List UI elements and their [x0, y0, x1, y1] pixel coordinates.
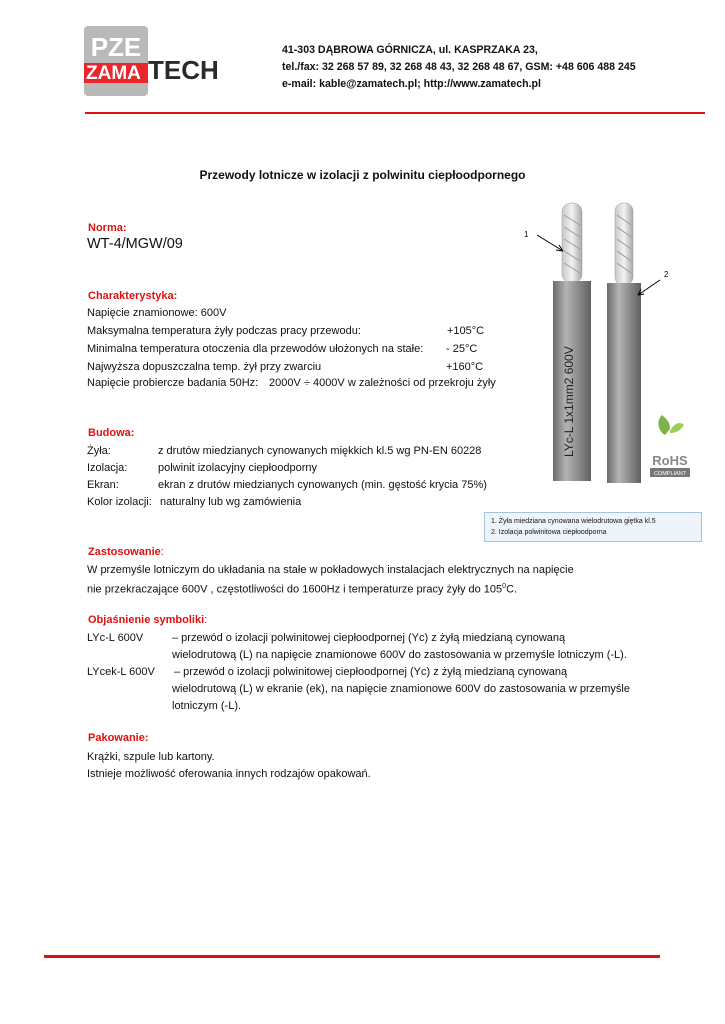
symbol-desc-lyc-1: – przewód o izolacji polwinitowej ciepłoodpornej (Yc) z żyłą miedzianą cynowaną: [172, 632, 566, 644]
symbol-desc-lycek-1: – przewód o izolacji polwinitowej ciepłoodpornej (Yc) z żyłą miedzianą cynowaną: [174, 666, 568, 678]
legend-item-2: 2. Izolacja polwinitowa ciepłoodporna: [491, 529, 607, 536]
rohs-text: RoHS: [652, 453, 688, 468]
contact-address: 41-303 DĄBROWA GÓRNICZA, ul. KASPRZAKA 23,: [282, 44, 538, 56]
symbol-desc-lycek-2: wielodrutową (L) w ekranie (ek), na napięcie znamionowe 600V do zastosowania w przemyśle: [172, 683, 630, 695]
page-title: Przewody lotnicze w izolacji z polwinitu ciepłoodpornego: [199, 168, 526, 182]
symbolika-colon: :: [204, 614, 208, 626]
spec-min-temp-label: Minimalna temperatura otoczenia dla przewodów ułożonych na stałe:: [87, 343, 424, 355]
degree-superscript: 0: [502, 583, 507, 590]
spec-test-voltage-value: 2000V ÷ 4000V w zależności od przekroju żyły: [269, 377, 496, 389]
spec-short-temp-label: Najwyższa dopuszczalna temp. żył przy zwarciu: [87, 361, 322, 373]
callout-label-1: 1: [524, 230, 529, 239]
budowa-value-zyla: z drutów miedzianych cynowanych miękkich kl.5 wg PN-EN 60228: [158, 445, 482, 457]
footer-divider: [44, 955, 660, 958]
copper-strands-left: [562, 203, 582, 283]
rohs-badge: [650, 415, 690, 477]
logo-brand-right: TECH: [148, 55, 219, 85]
budowa-key-zyla: Żyła:: [87, 445, 111, 457]
budowa-key-kolor: Kolor izolacji:: [87, 496, 152, 508]
symbolika-label: Objaśnienie symboliki: [88, 614, 205, 626]
figure-legend: [484, 512, 702, 542]
zastosowanie-line2: [87, 578, 517, 599]
cable-figure: [520, 195, 700, 495]
spec-max-temp-value: +105°C: [447, 325, 485, 337]
zastosowanie-label: Zastosowanie: [88, 546, 161, 558]
zastosowanie-colon: :: [160, 546, 164, 558]
contact-phones: tel./fax: 32 268 57 89, 32 268 48 43, 32 268 48 67, GSM: +48 606 488 245: [282, 61, 636, 73]
logo-top-text: PZE: [90, 32, 142, 62]
symbol-code-lyc: LYc-L 600V: [87, 632, 144, 644]
zastosowanie-line2-post: C.: [506, 583, 518, 596]
cable-right: [607, 203, 641, 483]
symbol-desc-lycek-3: lotniczym (-L).: [172, 700, 242, 712]
insulation-right: [607, 283, 641, 483]
zastosowanie-line2-pre: nie przekraczające 600V , częstotliwości do 1600Hz i temperaturze pracy żyły do 105: [87, 583, 503, 596]
pakowanie-line2: Istnieje możliwość oferowania innych rodzajów opakowań.: [87, 768, 371, 780]
budowa-key-ekran: Ekran:: [87, 479, 119, 491]
rohs-sub-text: COMPLIANT: [653, 471, 687, 477]
company-logo: [84, 26, 250, 96]
budowa-label: Budowa:: [88, 427, 135, 439]
legend-item-1: 1. Żyła miedziana cynowana wielodrutowa giętka kl.5: [491, 518, 656, 525]
pakowanie-line1: Krążki, szpule lub kartony.: [87, 751, 215, 763]
callout-line-1: [537, 235, 563, 251]
norma-value: WT-4/MGW/09: [87, 236, 183, 252]
budowa-value-kolor: naturalny lub wg zamówienia: [160, 496, 302, 508]
zastosowanie-line1: W przemyśle lotniczym do układania na stałe w pokładowych instalacjach elektrycznych na napięcie: [87, 564, 574, 576]
pakowanie-label: Pakowanie:: [88, 732, 149, 744]
spec-test-voltage-label: Napięcie probiercze badania 50Hz:: [87, 377, 259, 389]
spec-max-temp-label: Maksymalna temperatura żyły podczas pracy przewodu:: [87, 325, 361, 337]
zastosowanie-heading: [88, 546, 164, 558]
contact-block: [282, 42, 636, 93]
symbol-code-lycek: LYcek-L 600V: [87, 666, 155, 678]
budowa-key-izolacja: Izolacja:: [87, 462, 128, 474]
spec-short-temp-value: +160°C: [446, 361, 484, 373]
norma-label: Norma:: [88, 222, 127, 234]
logo-brand-left: ZAMA: [86, 63, 141, 84]
cable-print-text: LYc-L 1x1mm2 600V: [562, 346, 576, 457]
budowa-value-ekran: ekran z drutów miedzianych cynowanych (min. gęstość krycia 75%): [158, 479, 487, 491]
charakterystyka-label: Charakterystyka:: [88, 290, 178, 302]
callout-label-2: 2: [664, 270, 669, 279]
header-divider: [85, 112, 705, 114]
spec-voltage: Napięcie znamionowe: 600V: [87, 307, 227, 319]
contact-email: e-mail: kable@zamatech.pl; http://www.zamatech.pl: [282, 78, 541, 90]
spec-min-temp-value: - 25°C: [446, 343, 478, 355]
callout-line-2: [638, 280, 660, 295]
symbolika-heading: [88, 614, 207, 626]
budowa-value-izolacja: polwinit izolacyjny ciepłoodporny: [158, 462, 317, 474]
symbol-desc-lyc-2: wielodrutową (L) na napięcie znamionowe 600V do zastosowania w przemyśle lotniczym (-L).: [172, 649, 627, 661]
